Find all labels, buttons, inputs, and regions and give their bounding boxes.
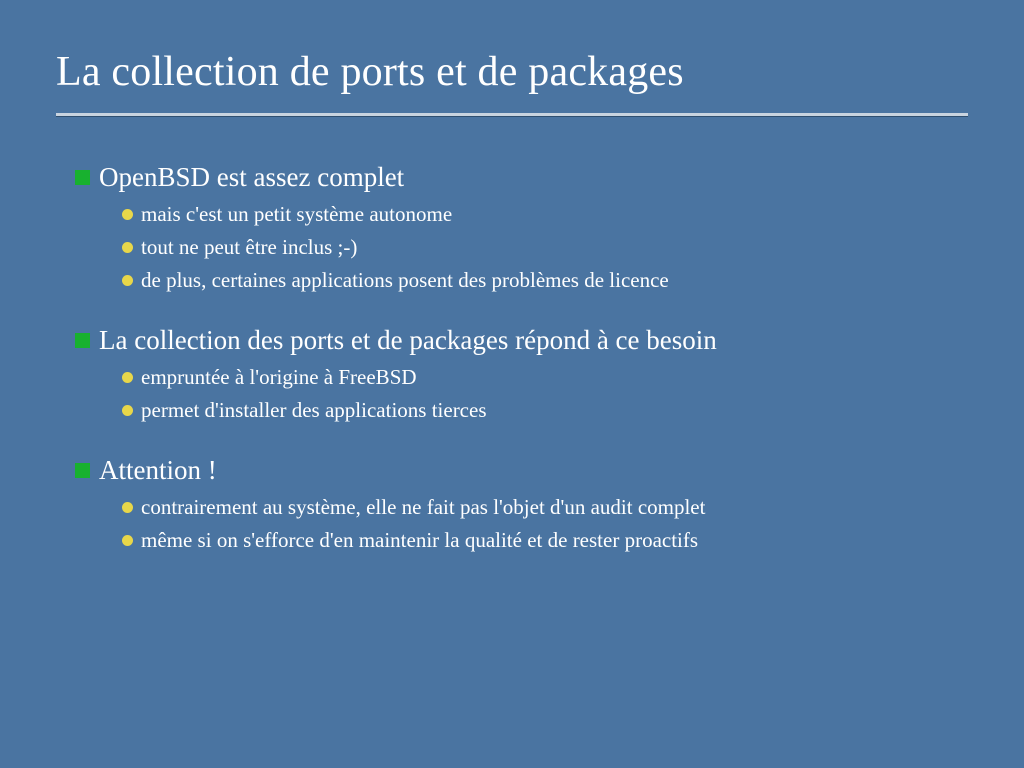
page-title: La collection de ports et de packages: [56, 49, 684, 95]
dot-bullet-icon: [122, 502, 133, 513]
slide-content: [75, 158, 965, 557]
dot-bullet-icon: [122, 372, 133, 383]
list-item-label: mais c'est un petit système autonome: [141, 202, 453, 226]
list-item-level2: [122, 361, 965, 394]
list-item-level2: [122, 394, 965, 427]
list-item-level1: [75, 321, 965, 359]
square-bullet-icon: [75, 463, 90, 478]
list-item-label: OpenBSD est assez complet: [99, 162, 405, 192]
list-item-level2: [122, 264, 965, 297]
bullet-group: [75, 451, 965, 557]
dot-bullet-icon: [122, 275, 133, 286]
dot-bullet-icon: [122, 209, 133, 220]
sublist: [122, 198, 965, 297]
sublist: [122, 361, 965, 427]
list-item-level2: [122, 198, 965, 231]
bullet-group: [75, 321, 965, 427]
list-item-label: tout ne peut être inclus ;-): [141, 235, 358, 259]
square-bullet-icon: [75, 333, 90, 348]
square-bullet-icon: [75, 170, 90, 185]
list-item-label: de plus, certaines applications posent des problèmes de licence: [141, 268, 669, 292]
list-item-label: empruntée à l'origine à FreeBSD: [141, 365, 417, 389]
list-item-level2: [122, 231, 965, 264]
list-item-label: contrairement au système, elle ne fait pas l'objet d'un audit complet: [141, 495, 706, 519]
list-item-level2: [122, 524, 965, 557]
list-item-label: permet d'installer des applications tierces: [141, 398, 487, 422]
list-item-level2: [122, 491, 965, 524]
list-item-level1: [75, 451, 965, 489]
bullet-group: [75, 158, 965, 297]
list-item-level1: [75, 158, 965, 196]
dot-bullet-icon: [122, 535, 133, 546]
title-divider: [56, 113, 968, 116]
list-item-label: Attention !: [99, 455, 217, 485]
list-item-label: La collection des ports et de packages répond à ce besoin: [99, 325, 717, 355]
dot-bullet-icon: [122, 242, 133, 253]
list-item-label: même si on s'efforce d'en maintenir la qualité et de rester proactifs: [141, 528, 699, 552]
dot-bullet-icon: [122, 405, 133, 416]
sublist: [122, 491, 965, 557]
